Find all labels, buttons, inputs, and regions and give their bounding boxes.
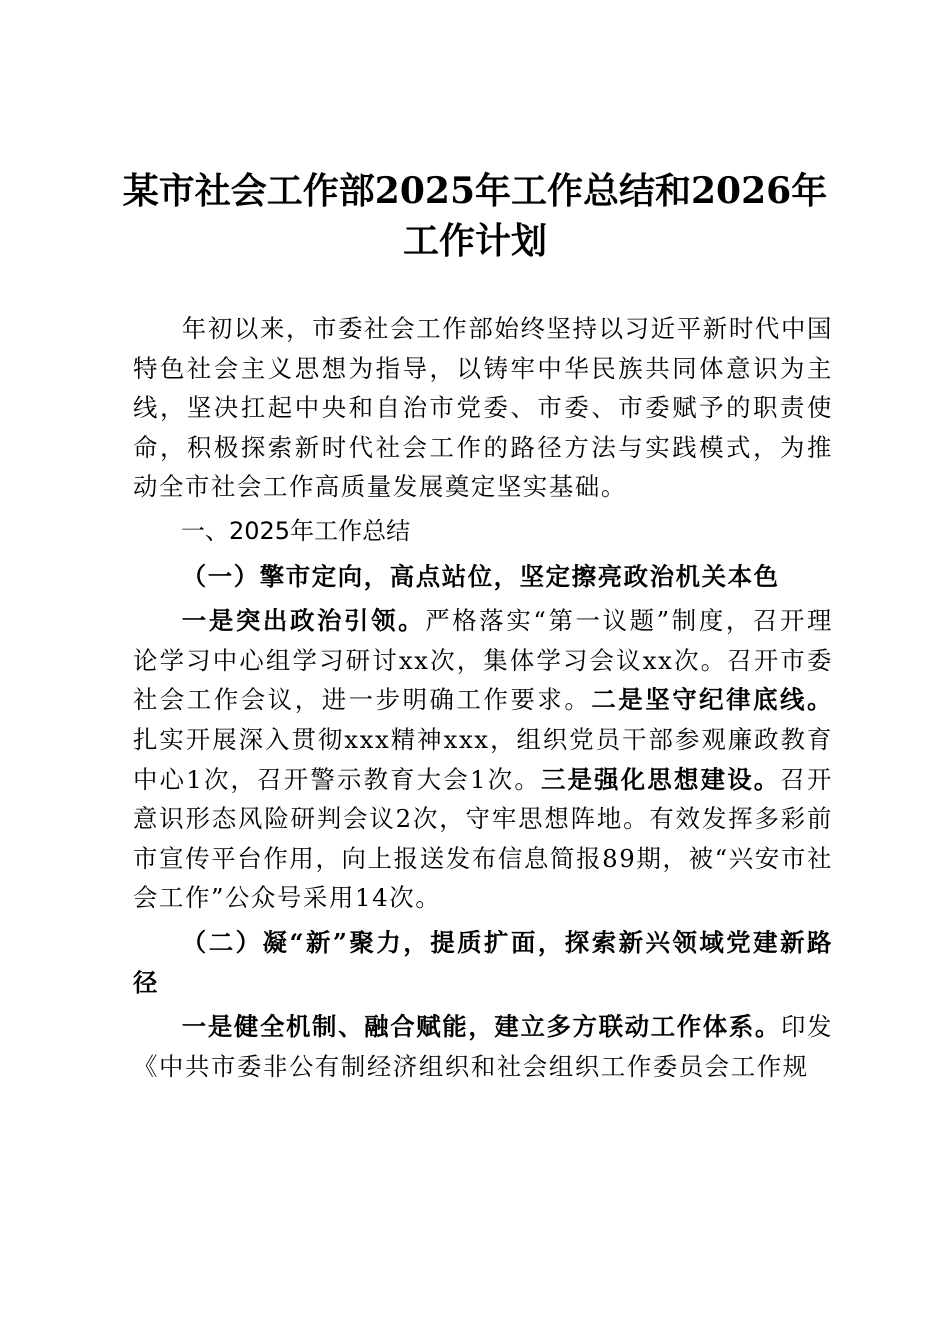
lead-phrase: 一是突出政治引领。: [181, 606, 426, 636]
paragraph-text: 印发《中共市委非公有制经济组织和社会组织工作委员会工作规: [133, 1012, 833, 1081]
subsection-2-paragraph: [133, 1007, 833, 1086]
subsection-heading-2: （二）凝“新”聚力，提质扩面，探索新兴领域党建新路径: [133, 927, 833, 997]
paragraph-text: 扎实开展深入贯彻xxx精神xxx，组织党员干部参观廉政教育中心1次，召开警示教育大会1次。: [133, 724, 833, 794]
paragraph-text: 严格落实“第一议题”制度，召开理论学习中心组学习研讨xx次，集体学习会议xx次。召开市委社会工作会议，进一步明确工作要求。: [133, 606, 834, 715]
lead-phrase: 三是强化思想建设。: [540, 764, 781, 794]
paragraph-text: 召开意识形态风险研判会议2次，守牢思想阵地。有效发挥多彩前市宣传平台作用，向上报送发布信息简报89期，被“兴安市社会工作”公众号采用14次。: [133, 764, 834, 913]
subsection-heading-1: （一）擎市定向，高点站位，坚定擦亮政治机关本色: [181, 561, 780, 591]
document-body: [133, 309, 833, 1086]
lead-phrase: 一是健全机制、融合赋能，建立多方联动工作体系。: [181, 1012, 781, 1042]
lead-phrase: 二是坚守纪律底线。: [591, 685, 833, 715]
document-title: 某市社会工作部2025年工作总结和2026年工作计划: [122, 170, 828, 262]
section-heading-summary: 一、2025年工作总结: [181, 516, 411, 545]
intro-paragraph: 年初以来，市委社会工作部始终坚持以习近平新时代中国特色社会主义思想为指导，以铸牢中华民族共同体意识为主线，坚决扛起中央和自治市党委、市委、市委赋予的职责使命，积极探索新时代社会工作的路径方法与实践模式，为推动全市社会工作高质量发展奠定坚实基础。: [133, 314, 833, 502]
subsection-1-paragraph: [133, 601, 833, 918]
